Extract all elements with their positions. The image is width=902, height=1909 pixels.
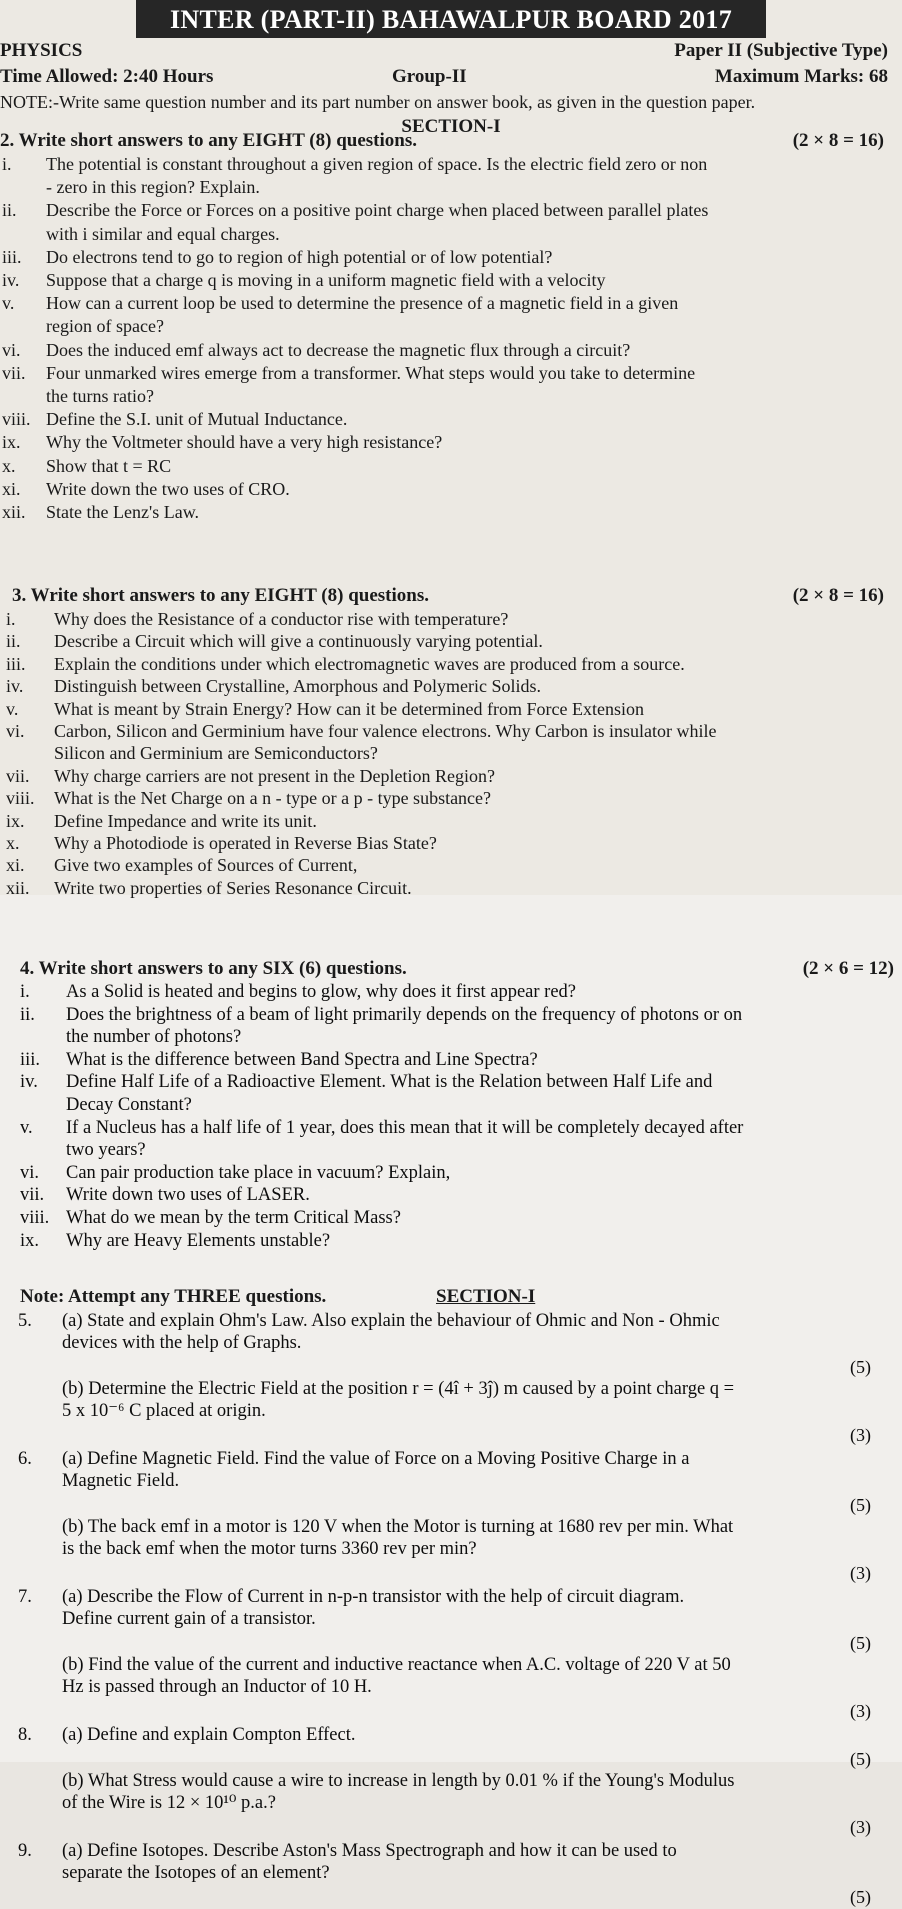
part-number: vi. — [20, 1162, 40, 1183]
paper-type: Paper II (Subjective Type) — [674, 40, 888, 61]
question-instruction: 4. Write short answers to any SIX (6) questions. — [20, 958, 407, 979]
question-part — [0, 455, 885, 478]
part-text: separate the Isotopes of an element? — [62, 1863, 330, 1883]
part-number: i. — [20, 982, 30, 1002]
instruction-note: NOTE:-Write same question number and its part number on answer book, as given in the question paper. — [0, 92, 756, 112]
part-marks: (3) — [850, 1701, 871, 1721]
part-number: viii. — [20, 1208, 50, 1228]
part-text: Distinguish between Crystalline, Amorphous and Polymeric Solids. — [54, 676, 541, 697]
part-text: Describe the Force or Forces on a positive point charge when placed between parallel plates — [46, 200, 709, 221]
long-question-part — [0, 1516, 885, 1583]
part-number: vi. — [6, 721, 25, 741]
part-marks: (5) — [850, 1749, 871, 1769]
long-question-part — [0, 1378, 885, 1445]
question-part — [0, 1117, 885, 1162]
part-text: (b) What Stress would cause a wire to increase in length by 0.01 % if the Young's Modulus — [62, 1771, 735, 1791]
part-text: Four unmarked wires emerge from a transformer. What steps would you take to determine — [46, 362, 696, 383]
part-number: viii. — [6, 788, 35, 809]
question-part — [0, 1207, 885, 1230]
part-number: iii. — [6, 653, 26, 674]
part-text: State the Lenz's Law. — [46, 502, 200, 522]
part-marks: (3) — [850, 1817, 871, 1837]
part-text: Write down two uses of LASER. — [66, 1185, 310, 1206]
part-marks: (5) — [850, 1495, 871, 1515]
part-text: Carbon, Silicon and Germinium have four valence electrons. Why Carbon is insulator while — [54, 721, 717, 741]
maximum-marks: Maximum Marks: 68 — [714, 66, 888, 87]
question-part — [0, 832, 885, 854]
part-number: ii. — [2, 200, 17, 221]
question-marks: (2 × 8 = 16) — [792, 130, 884, 151]
question-part — [0, 720, 885, 765]
question-part — [0, 478, 885, 501]
part-text: Why charge carriers are not present in the Depletion Region? — [54, 765, 495, 786]
question-part — [0, 339, 885, 362]
question-part — [0, 1071, 885, 1116]
part-number: iv. — [6, 676, 24, 697]
part-text: Why a Photodiode is operated in Reverse Bias State? — [54, 833, 437, 853]
long-question-part — [0, 1586, 885, 1653]
part-text: region of space? — [46, 316, 164, 337]
part-number: i. — [2, 154, 12, 174]
question-part — [0, 292, 885, 338]
question-part — [0, 246, 885, 269]
question-part — [0, 199, 885, 245]
long-question-part — [0, 1724, 885, 1769]
part-text: Suppose that a charge q is moving in a uniform magnetic field with a velocity — [46, 270, 606, 290]
part-text: What is the Net Charge on a n - type or a p - type substance? — [54, 788, 492, 809]
question-part — [0, 408, 885, 431]
part-text: What is meant by Strain Energy? How can it be determined from Force Extension — [54, 698, 645, 719]
question-part — [0, 1004, 885, 1049]
part-text: the number of photons? — [66, 1027, 242, 1048]
question-marks: (2 × 8 = 16) — [792, 585, 884, 606]
part-text: 5 x 10⁻⁶ C placed at origin. — [62, 1401, 266, 1421]
part-number: ix. — [6, 810, 25, 831]
question-part — [0, 1049, 885, 1072]
question-part — [0, 877, 885, 899]
attempt-note: Note: Attempt any THREE questions. — [20, 1286, 327, 1307]
question-part — [0, 1230, 885, 1253]
question-header — [0, 958, 902, 980]
part-marks: (5) — [850, 1357, 871, 1377]
part-number: v. — [6, 698, 19, 719]
part-number: vi. — [2, 339, 21, 360]
part-text: with i similar and equal charges. — [46, 223, 280, 244]
part-text: Does the induced emf always act to decrease the magnetic flux through a circuit? — [46, 339, 631, 360]
part-text: Define the S.I. unit of Mutual Inductance. — [46, 409, 348, 430]
question-number: 9. — [18, 1841, 32, 1861]
part-text: Give two examples of Sources of Current, — [54, 855, 358, 876]
part-number: vii. — [2, 362, 26, 383]
part-number: v. — [20, 1117, 33, 1138]
part-text: (a) Define Magnetic Field. Find the value of Force on a Moving Positive Charge in a — [62, 1449, 690, 1469]
part-text: Show that t = RC — [46, 455, 172, 476]
long-question-part — [0, 1310, 885, 1377]
part-text: (a) Describe the Flow of Current in n-p-n transistor with the help of circuit diagram. — [62, 1587, 685, 1607]
group-label: Group-II — [392, 66, 467, 87]
part-text: Why does the Resistance of a conductor rise with temperature? — [54, 609, 509, 629]
long-question-part — [0, 1654, 885, 1721]
board-banner: INTER (PART-II) BAHAWALPUR BOARD 2017 — [136, 0, 766, 38]
question-part — [0, 501, 885, 524]
part-text: devices with the help of Graphs. — [62, 1333, 302, 1353]
question-part — [0, 153, 885, 199]
part-text: two years? — [66, 1140, 146, 1161]
part-text: (b) The back emf in a motor is 120 V when the Motor is turning at 1680 rev per min. What — [62, 1517, 734, 1537]
part-number: ii. — [6, 631, 21, 652]
part-number: v. — [2, 293, 15, 314]
part-text: If a Nucleus has a half life of 1 year, does this mean that it will be completely decayed after — [66, 1117, 744, 1138]
part-number: vii. — [20, 1185, 45, 1206]
question-part — [0, 630, 885, 652]
question-part — [0, 1184, 885, 1207]
part-number: ix. — [20, 1230, 40, 1251]
question-instruction: 2. Write short answers to any EIGHT (8) questions. — [0, 130, 417, 151]
part-text: (b) Determine the Electric Field at the position r = (4î + 3ĵ) m caused by a point charge q = — [62, 1379, 735, 1399]
part-number: xii. — [2, 502, 26, 522]
part-number: vii. — [6, 765, 30, 786]
long-question-part — [0, 1448, 885, 1515]
part-number: iii. — [2, 246, 22, 267]
part-number: i. — [6, 609, 16, 629]
part-number: iv. — [20, 1072, 38, 1093]
question-part — [0, 787, 885, 809]
part-text: Magnetic Field. — [62, 1471, 180, 1491]
question-part — [0, 810, 885, 832]
part-text: the turns ratio? — [46, 385, 154, 406]
part-text: Decay Constant? — [66, 1094, 192, 1115]
part-number: x. — [2, 455, 16, 476]
part-number: iii. — [20, 1049, 41, 1070]
part-text: How can a current loop be used to determine the presence of a magnetic field in a given — [46, 293, 679, 314]
question-part — [0, 653, 885, 675]
part-number: ii. — [20, 1004, 35, 1025]
time-allowed: Time Allowed: 2:40 Hours — [0, 66, 214, 87]
question-marks: (2 × 6 = 12) — [802, 958, 894, 979]
part-text: Why the Voltmeter should have a very high resistance? — [46, 432, 443, 453]
question-part — [0, 1162, 885, 1185]
question-part — [0, 608, 885, 630]
part-number: xi. — [2, 478, 21, 499]
question-part — [0, 698, 885, 720]
question-part — [0, 981, 885, 1004]
part-text: Why are Heavy Elements unstable? — [66, 1230, 331, 1251]
part-text: of the Wire is 12 × 10¹⁰ p.a.? — [62, 1793, 276, 1813]
part-marks: (3) — [850, 1425, 871, 1445]
part-text: What do we mean by the term Critical Mass? — [66, 1208, 401, 1228]
part-text: (a) State and explain Ohm's Law. Also explain the behaviour of Ohmic and Non - Ohmic — [62, 1311, 720, 1331]
part-marks: (5) — [850, 1633, 871, 1653]
question-part — [0, 675, 885, 697]
long-question-part — [0, 1770, 885, 1837]
part-text: Write two properties of Series Resonance Circuit. — [54, 877, 412, 898]
part-text: Hz is passed through an Inductor of 10 H. — [62, 1677, 372, 1697]
question-header — [0, 130, 902, 152]
question-number: 5. — [18, 1311, 32, 1331]
question-number: 8. — [18, 1725, 32, 1745]
question-part — [0, 269, 885, 292]
part-text: (b) Find the value of the current and inductive reactance when A.C. voltage of 220 V at 50 — [62, 1655, 731, 1675]
part-text: (a) Define Isotopes. Describe Aston's Mass Spectrograph and how it can be used to — [62, 1841, 677, 1861]
question-part — [0, 765, 885, 787]
part-text: Define Impedance and write its unit. — [54, 810, 317, 831]
part-text: Explain the conditions under which electromagnetic waves are produced from a source. — [54, 653, 685, 674]
part-text: Define current gain of a transistor. — [62, 1609, 316, 1629]
question-instruction: 3. Write short answers to any EIGHT (8) questions. — [12, 585, 429, 606]
part-number: ix. — [2, 432, 21, 453]
question-header — [0, 585, 902, 607]
part-text: Write down the two uses of CRO. — [46, 478, 290, 499]
part-text: What is the difference between Band Spectra and Line Spectra? — [66, 1049, 538, 1070]
part-text: Can pair production take place in vacuum? Explain, — [66, 1162, 451, 1183]
part-number: viii. — [2, 409, 31, 430]
subject-label: PHYSICS — [0, 40, 83, 61]
part-number: iv. — [2, 270, 20, 290]
part-text: As a Solid is heated and begins to glow, why does it first appear red? — [66, 982, 577, 1002]
part-text: Does the brightness of a beam of light primarily depends on the frequency of photons or on — [66, 1004, 743, 1025]
question-part — [0, 431, 885, 454]
part-marks: (5) — [850, 1887, 871, 1907]
part-number: xii. — [6, 877, 30, 898]
question-part — [0, 362, 885, 408]
part-text: Define Half Life of a Radioactive Element. What is the Relation between Half Life and — [66, 1072, 713, 1093]
section-2-title: SECTION-I — [436, 1286, 536, 1307]
part-text: Describe a Circuit which will give a continuously varying potential. — [54, 631, 543, 652]
question-number: 6. — [18, 1449, 32, 1469]
part-text: Do electrons tend to go to region of high potential or of low potential? — [46, 246, 553, 267]
part-number: xi. — [6, 855, 25, 876]
part-text: The potential is constant throughout a given region of space. Is the electric field zero or non — [46, 154, 708, 174]
part-number: x. — [6, 833, 20, 853]
part-text: (a) Define and explain Compton Effect. — [62, 1725, 356, 1745]
question-part — [0, 854, 885, 876]
part-text: is the back emf when the motor turns 3360 rev per min? — [62, 1539, 477, 1559]
part-marks: (3) — [850, 1563, 871, 1583]
long-question-part — [0, 1840, 885, 1907]
question-number: 7. — [18, 1587, 32, 1607]
part-text: - zero in this region? Explain. — [46, 177, 260, 198]
section-title: SECTION-I — [401, 116, 501, 137]
part-text: Silicon and Germinium are Semiconductors? — [54, 743, 378, 764]
